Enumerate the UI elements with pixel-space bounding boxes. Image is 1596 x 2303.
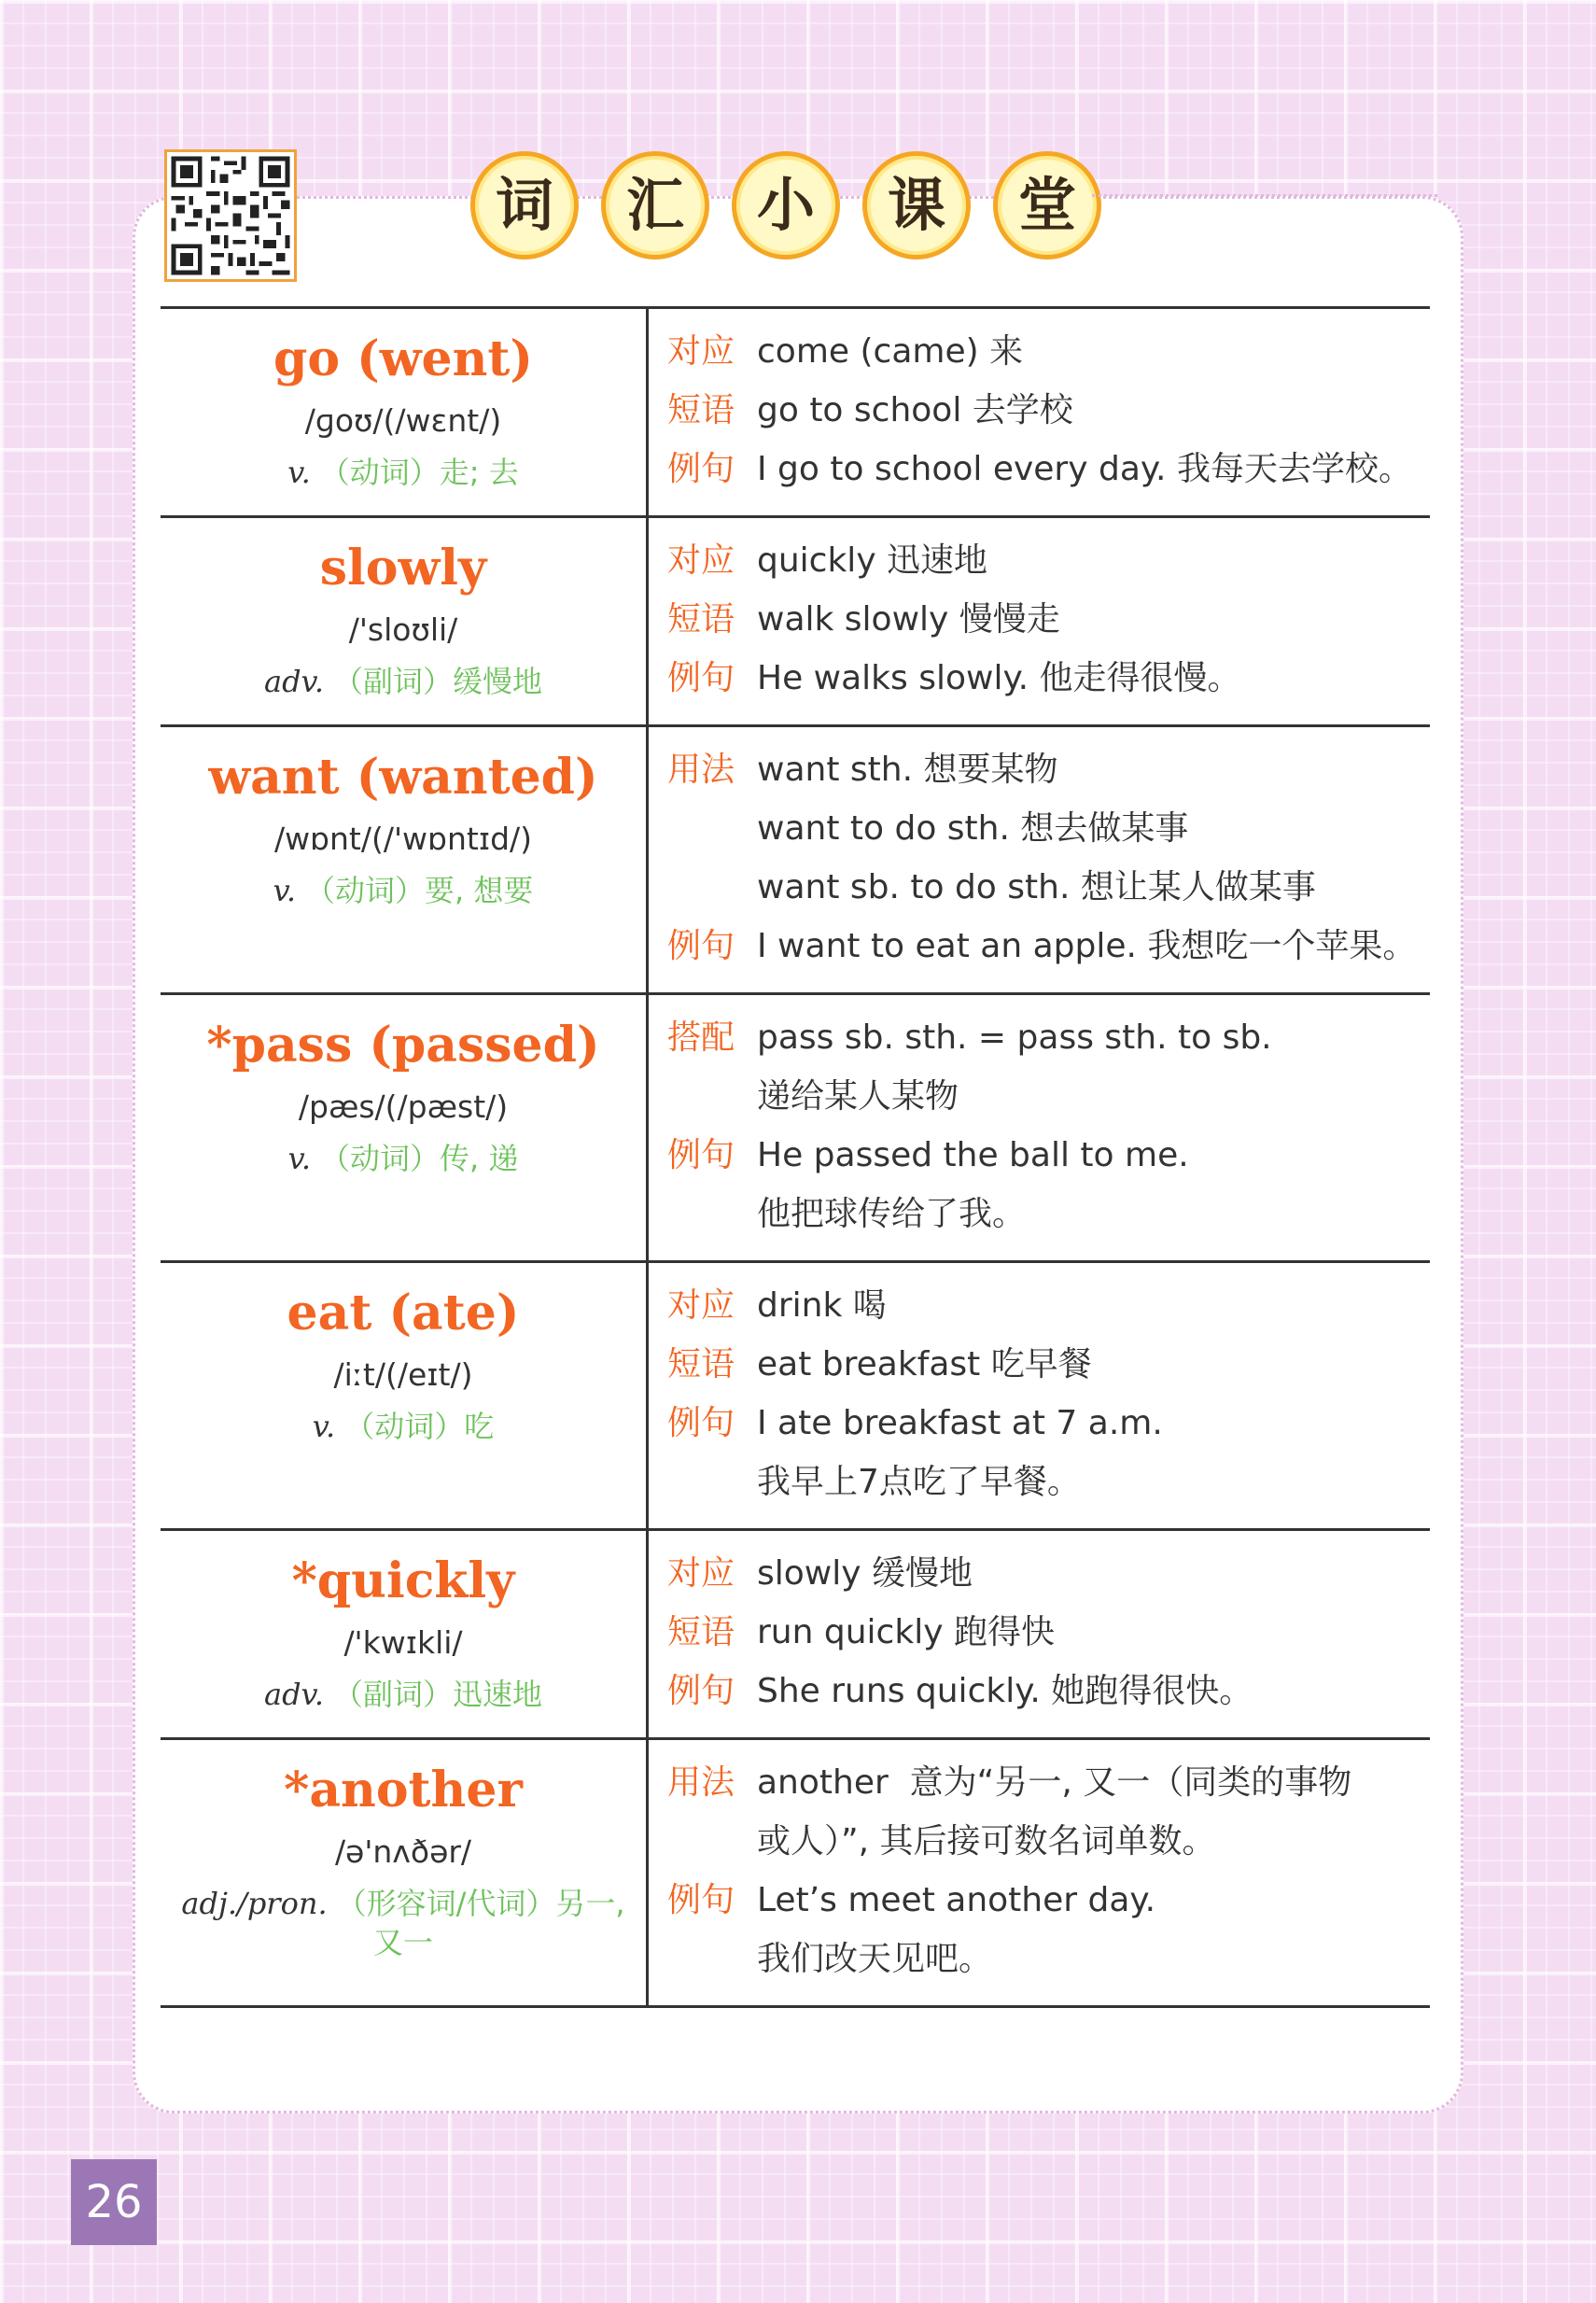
pos-abbr: adj./pron. bbox=[181, 1886, 328, 1922]
details-cell bbox=[648, 308, 1431, 517]
part-of-speech bbox=[170, 1885, 637, 1962]
detail-label: 对应 bbox=[667, 332, 735, 371]
pos-abbr: v. bbox=[312, 1409, 336, 1445]
detail-label: 例句 bbox=[667, 927, 735, 965]
vocab-entry bbox=[161, 994, 1430, 1262]
detail-label: 用法 bbox=[667, 751, 735, 789]
detail-text: go to school 去学校 bbox=[757, 391, 1073, 429]
detail-label: 例句 bbox=[667, 450, 735, 488]
detail-text: 递给某人某物 bbox=[757, 1077, 959, 1116]
detail-row bbox=[667, 322, 1430, 381]
detail-text: want to do sth. 想去做某事 bbox=[757, 809, 1189, 848]
detail-row bbox=[667, 381, 1430, 440]
detail-text: walk slowly 慢慢走 bbox=[757, 600, 1060, 639]
pos-meaning: （形容词/代词）另一, 又一 bbox=[336, 1886, 625, 1960]
detail-label: 例句 bbox=[667, 1881, 735, 1919]
part-of-speech bbox=[170, 872, 637, 911]
detail-text: pass sb. sth. = pass sth. to sb. bbox=[757, 1018, 1272, 1057]
detail-label: 短语 bbox=[667, 391, 735, 429]
detail-row bbox=[667, 1394, 1430, 1453]
word-cell bbox=[161, 517, 648, 726]
detail-label: 例句 bbox=[667, 659, 735, 697]
page-number: 26 bbox=[71, 2159, 157, 2245]
detail-row bbox=[667, 740, 1430, 799]
headword: slowly bbox=[319, 540, 487, 597]
part-of-speech bbox=[170, 1140, 637, 1179]
vocab-table bbox=[161, 306, 1430, 2008]
detail-row bbox=[667, 1185, 1430, 1243]
detail-text: I want to eat an apple. 我想吃一个苹果。 bbox=[757, 927, 1417, 965]
detail-row bbox=[667, 1753, 1430, 1812]
detail-label: 短语 bbox=[667, 1345, 735, 1383]
phonetic: /wɒnt/(/'wɒntɪd/) bbox=[273, 820, 533, 857]
detail-row bbox=[667, 531, 1430, 590]
details-cell bbox=[648, 726, 1431, 994]
part-of-speech bbox=[170, 454, 637, 493]
detail-row bbox=[667, 799, 1430, 858]
phonetic: /pæs/(/pæst/) bbox=[298, 1088, 509, 1125]
detail-row bbox=[667, 1008, 1430, 1067]
phonetic: /'sloʊli/ bbox=[348, 611, 458, 648]
detail-row bbox=[667, 858, 1430, 917]
details-cell bbox=[648, 994, 1431, 1262]
pos-abbr: adv. bbox=[263, 1677, 324, 1713]
headword: go (went) bbox=[273, 330, 534, 387]
detail-label: 对应 bbox=[667, 541, 735, 580]
pos-abbr: v. bbox=[287, 455, 311, 491]
detail-text: 他把球传给了我。 bbox=[757, 1195, 1027, 1233]
pos-meaning: （动词）要, 想要 bbox=[305, 873, 534, 909]
word-cell bbox=[161, 308, 648, 517]
phonetic: /ə'nʌðər/ bbox=[334, 1833, 472, 1870]
detail-text: 我们改天见吧。 bbox=[757, 1940, 993, 1978]
detail-row bbox=[667, 440, 1430, 499]
title-divider bbox=[1092, 194, 1437, 197]
detail-label: 搭配 bbox=[667, 1018, 735, 1057]
vocab-entry bbox=[161, 517, 1430, 726]
detail-label: 例句 bbox=[667, 1136, 735, 1174]
word-cell bbox=[161, 1739, 648, 2007]
details-cell bbox=[648, 1530, 1431, 1739]
details-cell bbox=[648, 1262, 1431, 1530]
phonetic: /ɡoʊ/(/wɛnt/) bbox=[304, 401, 502, 439]
detail-text: another 意为“另一, 又一（同类的事物 bbox=[757, 1763, 1352, 1802]
detail-text: I ate breakfast at 7 a.m. bbox=[757, 1404, 1163, 1442]
detail-label: 例句 bbox=[667, 1672, 735, 1710]
detail-row bbox=[667, 1812, 1430, 1871]
title-char: 小 bbox=[732, 151, 840, 260]
title-char: 堂 bbox=[993, 151, 1101, 260]
detail-text: want sb. to do sth. 想让某人做某事 bbox=[757, 868, 1316, 906]
word-cell bbox=[161, 1262, 648, 1530]
detail-text: want sth. 想要某物 bbox=[757, 751, 1058, 789]
pos-meaning: （动词）吃 bbox=[344, 1409, 495, 1445]
part-of-speech bbox=[170, 1408, 637, 1447]
detail-row bbox=[667, 1067, 1430, 1126]
detail-row bbox=[667, 1871, 1430, 1930]
detail-text: 或人）”, 其后接可数名词单数。 bbox=[757, 1822, 1216, 1861]
detail-label: 短语 bbox=[667, 1613, 735, 1651]
detail-row bbox=[667, 1453, 1430, 1511]
phonetic: /iːt/(/eɪt/) bbox=[333, 1355, 473, 1393]
detail-row bbox=[667, 1276, 1430, 1335]
vocab-entry bbox=[161, 1530, 1430, 1739]
vocab-entry bbox=[161, 308, 1430, 517]
pos-meaning: （副词）缓慢地 bbox=[333, 664, 543, 700]
title-char: 汇 bbox=[601, 151, 709, 260]
part-of-speech bbox=[170, 1676, 637, 1715]
word-cell bbox=[161, 994, 648, 1262]
detail-text: 我早上7点吃了早餐。 bbox=[757, 1463, 1081, 1501]
phonetic: /'kwɪkli/ bbox=[343, 1623, 463, 1661]
part-of-speech bbox=[170, 663, 637, 702]
detail-label: 例句 bbox=[667, 1404, 735, 1442]
detail-text: I go to school every day. 我每天去学校。 bbox=[757, 450, 1412, 488]
detail-text: Let’s meet another day. bbox=[757, 1881, 1156, 1919]
detail-row bbox=[667, 1335, 1430, 1394]
detail-row bbox=[667, 649, 1430, 708]
detail-row bbox=[667, 1930, 1430, 1988]
detail-label: 短语 bbox=[667, 600, 735, 639]
vocab-entry bbox=[161, 1262, 1430, 1530]
headword: *another bbox=[284, 1762, 523, 1819]
headword: eat (ate) bbox=[287, 1285, 520, 1341]
detail-label: 对应 bbox=[667, 1286, 735, 1325]
details-cell bbox=[648, 517, 1431, 726]
detail-label: 对应 bbox=[667, 1554, 735, 1593]
pos-abbr: v. bbox=[287, 1141, 312, 1177]
pos-meaning: （副词）迅速地 bbox=[333, 1677, 543, 1713]
detail-text: run quickly 跑得快 bbox=[757, 1613, 1055, 1651]
detail-text: drink 喝 bbox=[757, 1286, 887, 1325]
title-char: 词 bbox=[470, 151, 579, 260]
headword: *quickly bbox=[291, 1552, 515, 1609]
detail-text: come (came) 来 bbox=[757, 332, 1024, 371]
detail-text: eat breakfast 吃早餐 bbox=[757, 1345, 1092, 1383]
title-char: 课 bbox=[862, 151, 971, 260]
detail-row bbox=[667, 917, 1430, 976]
detail-row bbox=[667, 1126, 1430, 1185]
vocab-entry bbox=[161, 726, 1430, 994]
detail-row bbox=[667, 590, 1430, 649]
detail-text: She runs quickly. 她跑得很快。 bbox=[757, 1672, 1253, 1710]
headword: want (wanted) bbox=[208, 749, 598, 806]
detail-text: quickly 迅速地 bbox=[757, 541, 988, 580]
detail-text: slowly 缓慢地 bbox=[757, 1554, 973, 1593]
vocab-entry bbox=[161, 1739, 1430, 2007]
details-cell bbox=[648, 1739, 1431, 2007]
detail-row bbox=[667, 1662, 1430, 1720]
pos-abbr: adv. bbox=[263, 664, 324, 700]
word-cell bbox=[161, 1530, 648, 1739]
word-cell bbox=[161, 726, 648, 994]
pos-meaning: （动词）传, 递 bbox=[320, 1141, 519, 1177]
detail-text: He passed the ball to me. bbox=[757, 1136, 1189, 1174]
detail-row bbox=[667, 1544, 1430, 1603]
detail-row bbox=[667, 1603, 1430, 1662]
detail-label: 用法 bbox=[667, 1763, 735, 1802]
headword: *pass (passed) bbox=[206, 1017, 600, 1074]
pos-meaning: （动词）走; 去 bbox=[319, 455, 519, 491]
qr-code-icon[interactable] bbox=[164, 149, 297, 282]
detail-text: He walks slowly. 他走得很慢。 bbox=[757, 659, 1241, 697]
pos-abbr: v. bbox=[273, 873, 297, 909]
